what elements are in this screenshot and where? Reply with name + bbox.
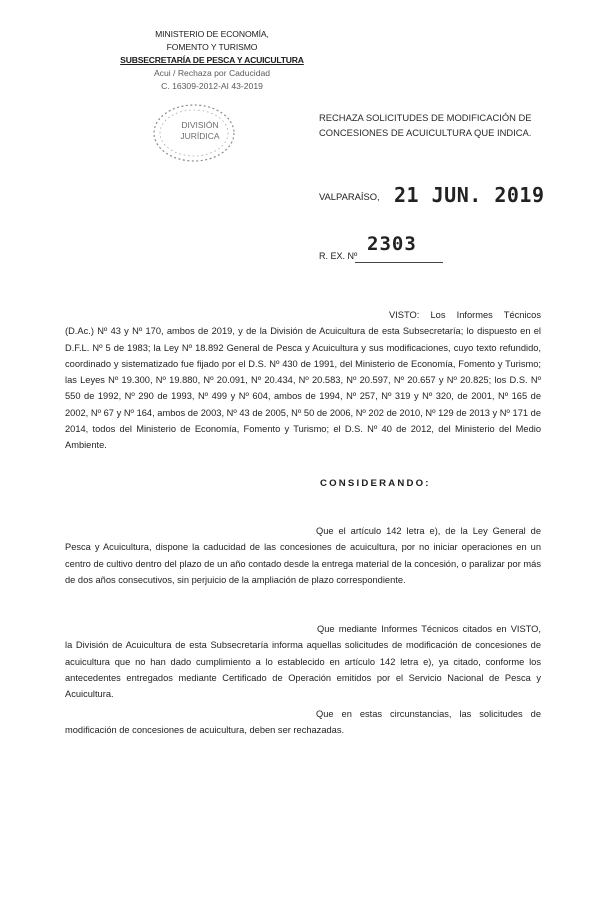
stamp-line-2: JURÍDICA <box>180 131 220 141</box>
considerando-heading: CONSIDERANDO: <box>320 478 431 489</box>
visto-text: VISTO: Los Informes Técnicos (D.Ac.) Nº 43 y Nº 170, ambos de 2019, y de la División de Acuicultura de esta Subsecretaría; lo dispuesto en el D.F.L. Nº 5 de 1983; la Ley Nº 18.892 General de Pesca y Acuicultura y sus modificaciones, cuyo texto refundido, coordinado y sistematizado fue fijado por el D.S. Nº 430 de 1991, del Ministerio de Economía, Fomento y Turismo; las Leyes Nº 19.300, Nº 19.880, Nº 20.091, Nº 20.434, Nº 20.583, Nº 20.597, Nº 20.657 y Nº 20.825; los D.S. Nº 550 de 1992, Nº 290 de 1993, Nº 499 y Nº 604, ambos de 1994, Nº 257, Nº 319 y Nº 320, de 2001, Nº 165 de 2002, Nº 67 y Nº 164, ambos de 2003, Nº 43 de 2005, Nº 50 de 2006, Nº 202 de 2010, Nº 129 de 2013 y Nº 171 de 2014, todos del Ministerio de Economía, Fomento y Turismo; el D.S. Nº 40 de 2012, del Ministerio del Medio Ambiente. <box>65 310 541 451</box>
dateline-place: VALPARAÍSO, <box>319 191 380 202</box>
subsecretaria-name: SUBSECRETARÍA DE PESCA Y ACUICULTURA <box>120 55 304 65</box>
considerando-paragraph-1 <box>65 523 541 588</box>
letterhead <box>112 28 312 93</box>
case-type: Acui / Rechaza por Caducidad <box>153 68 271 78</box>
visto-paragraph <box>65 307 541 454</box>
division-juridica-stamp <box>148 100 240 166</box>
considerando-text-2: Que mediante Informes Técnicos citados en VISTO, la División de Acuicultura de esta Subsecretaría informa aquellas solicitudes de modificación de concesiones de acuicultura que no han dado cumplimiento a lo establecido en artículo 142 letra e), ya citado, conforme los antecedentes entregados mediante Certificado de Operación emitidos por el Servicio Nacional de Pesca y Acuicultura. <box>65 624 541 700</box>
file-code: C. 16309-2012-AI 43-2019 <box>161 81 263 91</box>
resolution-number: 2303 <box>367 233 417 255</box>
considerando-text-1: Que el artículo 142 letra e), de la Ley General de Pesca y Acuicultura, dispone la caducidad de las concesiones de acuicultura, por no iniciar operaciones en un centro de cultivo dentro del plazo de un año contado desde la entrega material de la concesión, o paralizar por más de dos años consecutivos, sin perjuicio de la ampliación de plazo correspondiente. <box>65 526 541 585</box>
resolution-subject: RECHAZA SOLICITUDES DE MODIFICACIÓN DE CONCESIONES DE ACUICULTURA QUE INDICA. <box>319 112 532 138</box>
dateline-date-stamp: 21 JUN. 2019 <box>394 183 545 207</box>
considerando-text-3: Que en estas circunstancias, las solicitudes de modificación de concesiones de acuicultura, deben ser rechazadas. <box>65 709 541 736</box>
ministry-line-2: FOMENTO Y TURISMO <box>166 42 258 52</box>
considerando-paragraph-3 <box>65 706 541 739</box>
stamp-line-1: DIVISIÓN <box>181 120 219 130</box>
considerando-paragraph-2 <box>65 621 541 702</box>
resolution-label: R. EX. Nº <box>319 251 358 261</box>
ministry-line-1: MINISTERIO DE ECONOMÍA, <box>155 29 269 39</box>
resolution-number-line <box>355 262 443 263</box>
